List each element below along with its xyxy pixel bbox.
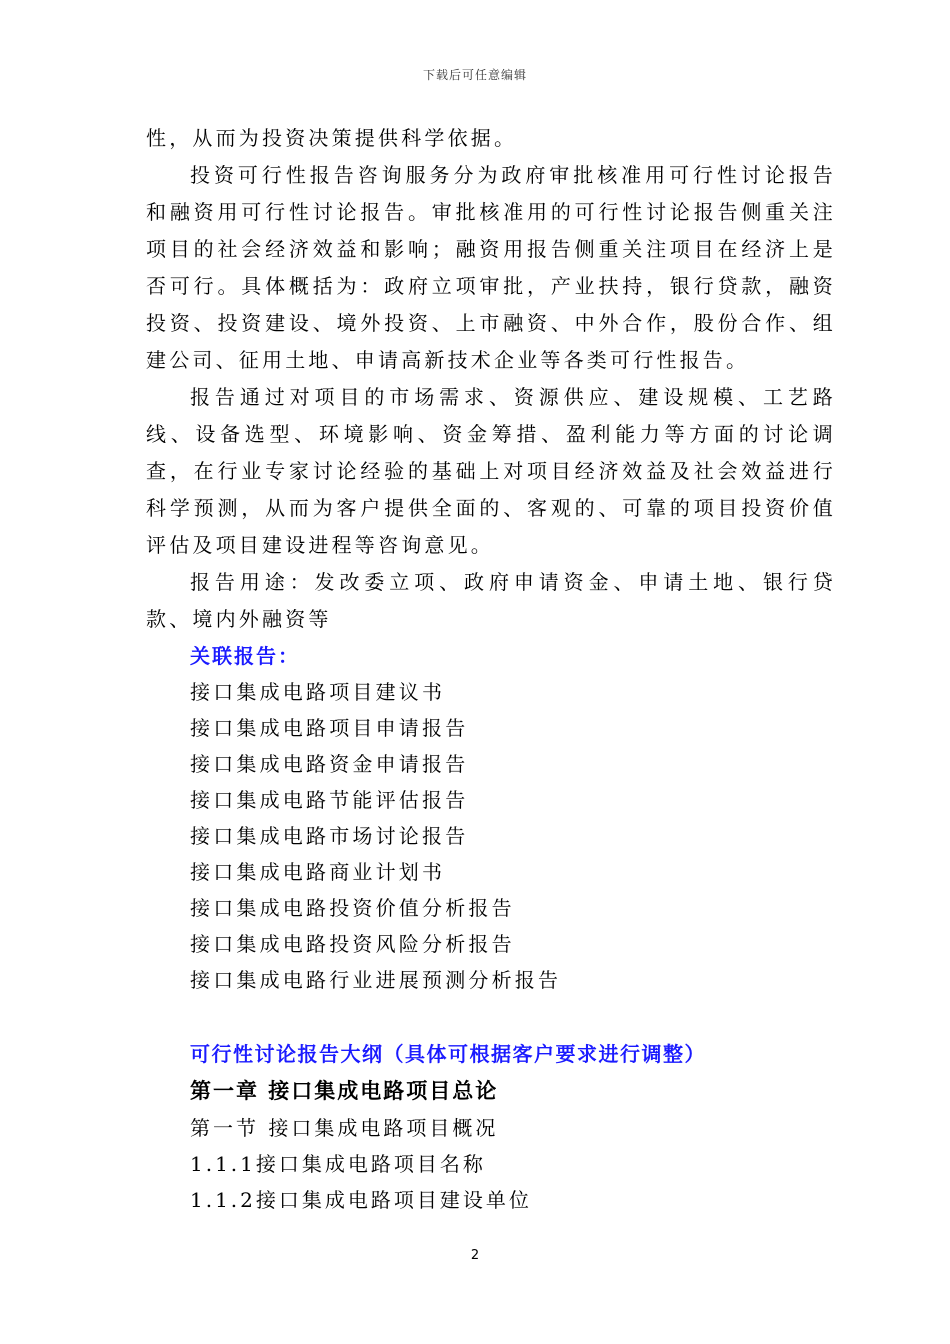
paragraph-report-method: 报告通过对项目的市场需求、资源供应、建设规模、工艺路线、设备选型、环境影响、资金筹措、盈利能力等方面的讨论调查，在行业专家讨论经验的基础上对项目经济效益及社会效益进行科学预测，从而为客户提供全面的、客观的、可靠的项目投资价值评估及项目建设进程等咨询意见。	[146, 385, 836, 557]
document-body	[146, 120, 836, 1218]
outline-item: 1.1.1接口集成电路项目名称	[190, 1152, 486, 1176]
related-report-item: 接口集成电路投资风险分析报告	[190, 932, 515, 956]
related-report-item: 接口集成电路项目申请报告	[190, 716, 469, 740]
outline-item: 1.1.2接口集成电路项目建设单位	[190, 1188, 532, 1212]
page-header: 下载后可任意编辑	[422, 68, 527, 82]
paragraph-continuation: 性，从而为投资决策提供科学依据。	[146, 126, 518, 150]
related-report-item: 接口集成电路节能评估报告	[190, 788, 469, 812]
section-title: 第一节 接口集成电路项目概况	[190, 1116, 499, 1140]
outline-section	[146, 1036, 836, 1218]
related-report-item: 接口集成电路项目建议书	[190, 680, 446, 704]
chapter-title: 第一章 接口集成电路项目总论	[190, 1078, 499, 1103]
paragraph-report-usage: 报告用途：发改委立项、政府申请资金、申请土地、银行贷款、境内外融资等	[146, 570, 836, 631]
related-report-item: 接口集成电路商业计划书	[190, 860, 446, 884]
outline-heading: 可行性讨论报告大纲（具体可根据客户要求进行调整）	[190, 1042, 706, 1066]
related-reports-list	[146, 674, 836, 998]
related-report-item: 接口集成电路投资价值分析报告	[190, 896, 515, 920]
related-report-item: 接口集成电路行业进展预测分析报告	[190, 968, 562, 992]
related-reports-heading: 关联报告：	[190, 644, 300, 668]
page-number: 2	[470, 1248, 480, 1263]
related-report-item: 接口集成电路资金申请报告	[190, 752, 469, 776]
paragraph-service-types: 投资可行性报告咨询服务分为政府审批核准用可行性讨论报告和融资用可行性讨论报告。审批核准用的可行性讨论报告侧重关注项目的社会经济效益和影响；融资用报告侧重关注项目在经济上是否可行。具体概括为：政府立项审批，产业扶持，银行贷款，融资投资、投资建设、境外投资、上市融资、中外合作，股份合作、组建公司、征用土地、申请高新技术企业等各类可行性报告。	[146, 163, 836, 372]
related-report-item: 接口集成电路市场讨论报告	[190, 824, 469, 848]
